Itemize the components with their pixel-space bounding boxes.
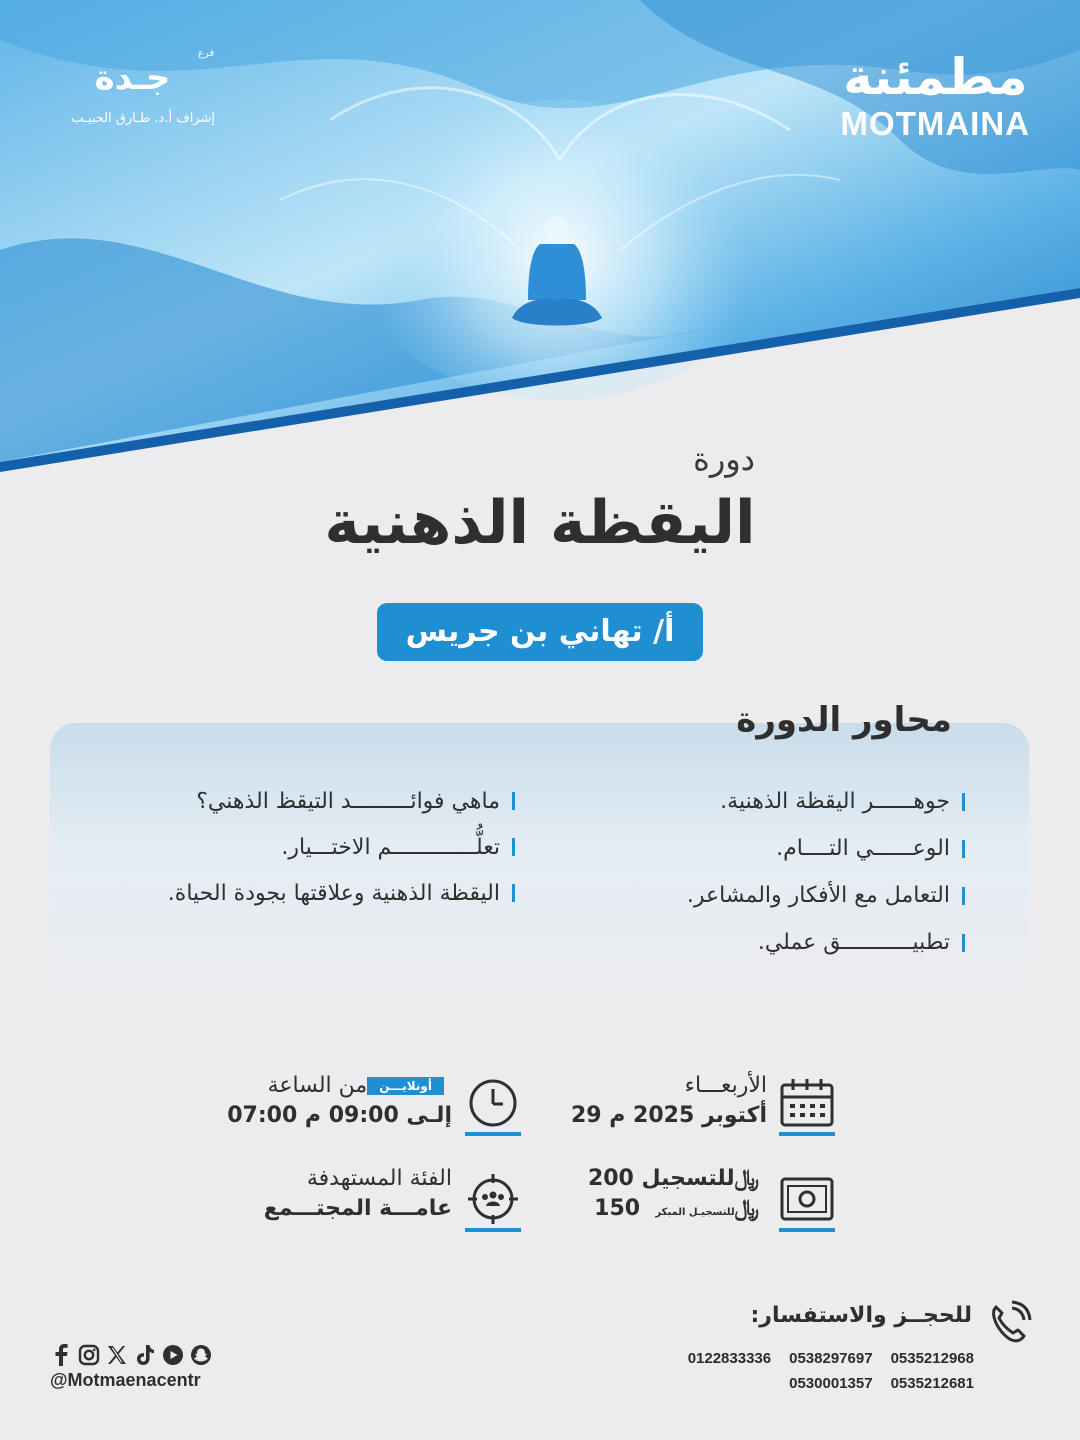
supervision-text: إشراف أ.د. طـارق الحبيـب: [71, 111, 215, 126]
contact-title: للحجــز والاستفسار:: [750, 1303, 972, 1328]
x-icon[interactable]: [106, 1343, 128, 1367]
bullet-bar: [962, 934, 965, 952]
regular-price-row: [588, 1164, 767, 1194]
bullet-bar: [512, 884, 515, 902]
riyal-symbol: ﷼: [734, 1166, 759, 1191]
snapchat-icon[interactable]: [190, 1343, 212, 1367]
bullet-bar: [512, 792, 515, 810]
price-label: للتسجيل: [641, 1166, 735, 1191]
early-price-row: [588, 1194, 767, 1228]
date-text: 29 أكتوبر 2025 م: [570, 1103, 767, 1128]
course-title: اليقظة الذهنية: [324, 488, 756, 558]
phone-row: [634, 1371, 974, 1396]
bullet-bar: [962, 793, 965, 811]
phone-number[interactable]: 0535212968: [890, 1350, 974, 1367]
calendar-icon: [779, 1070, 835, 1136]
time-label: من الساعة: [267, 1073, 368, 1098]
topic-item: [168, 824, 515, 870]
date-block: [571, 1071, 767, 1131]
audience-value: عامـــة المجتـــمع: [263, 1196, 452, 1221]
bullet-bar: [512, 838, 515, 856]
early-price: 150: [594, 1196, 641, 1221]
brand-english: MOTMAINA: [840, 105, 1030, 142]
topic-text: التعامل مع الأفكار والمشاعر.: [686, 883, 950, 908]
tiktok-icon[interactable]: [134, 1343, 156, 1367]
phone-number[interactable]: 0122833336: [687, 1350, 772, 1367]
bullet-bar: [962, 887, 965, 905]
social-icons: [50, 1343, 212, 1367]
topic-text: الوعــــــي التــــام.: [776, 836, 950, 861]
brand-arabic: مطمئنة: [843, 48, 1028, 106]
time-range: 07:00 إلـى 09:00 م: [227, 1103, 452, 1128]
topic-text: جوهــــــر اليقظة الذهنية.: [720, 789, 950, 814]
phone-number[interactable]: 0535212681: [890, 1375, 974, 1392]
time-block: [227, 1071, 452, 1131]
topic-item: [687, 919, 965, 966]
day-text: الأربعـــاء: [684, 1073, 767, 1098]
topic-text: تعلُّـــــــــــــم الاختـــيار.: [281, 834, 500, 860]
instructor-badge: أ/ تهاني بن جريس: [377, 603, 703, 661]
online-badge: أونلايـــن: [367, 1077, 444, 1095]
branch-label: فرع: [198, 48, 215, 59]
instagram-icon[interactable]: [78, 1343, 100, 1367]
topic-item: [687, 778, 965, 825]
phone-number[interactable]: 0530001357: [789, 1375, 873, 1392]
topics-column-left: [168, 778, 515, 916]
topic-item: [687, 825, 965, 872]
phone-icon: [986, 1300, 1032, 1350]
topic-text: ماهي فوائـــــــــد التيقظ الذهني؟: [196, 788, 500, 814]
phone-row: [634, 1346, 974, 1371]
price-block: [588, 1164, 767, 1228]
bullet-bar: [962, 840, 965, 858]
early-label: للتسجيـل المبكر: [655, 1207, 735, 1218]
topic-item: [168, 778, 515, 824]
banknote-icon: [779, 1166, 835, 1232]
topics-column-right: [687, 778, 965, 966]
branch-name: جـدة: [94, 58, 171, 98]
social-handle[interactable]: @Motmaenacentr: [50, 1370, 201, 1390]
facebook-icon[interactable]: [50, 1343, 72, 1367]
clock-icon: [465, 1070, 521, 1136]
riyal-symbol: ﷼: [734, 1196, 759, 1221]
youtube-icon[interactable]: [162, 1343, 184, 1367]
audience-block: [264, 1164, 452, 1224]
brand-logo: [841, 50, 1030, 142]
phone-number[interactable]: 0538297697: [789, 1350, 873, 1367]
topic-item: [168, 870, 515, 916]
time-label-row: [227, 1071, 452, 1101]
topic-item: [687, 872, 965, 919]
phone-list: [634, 1346, 974, 1396]
audience-target-icon: [465, 1166, 521, 1232]
regular-price: 200: [587, 1166, 634, 1191]
branch-block: [50, 48, 215, 126]
topic-text: تطبيـــــــــــق عملي.: [757, 930, 950, 955]
course-label: دورة: [693, 440, 755, 478]
topics-heading: محاور الدورة: [736, 700, 952, 740]
topic-text: اليقظة الذهنية وعلاقتها بجودة الحياة.: [167, 880, 500, 906]
audience-label: الفئة المستهدفة: [306, 1166, 452, 1191]
